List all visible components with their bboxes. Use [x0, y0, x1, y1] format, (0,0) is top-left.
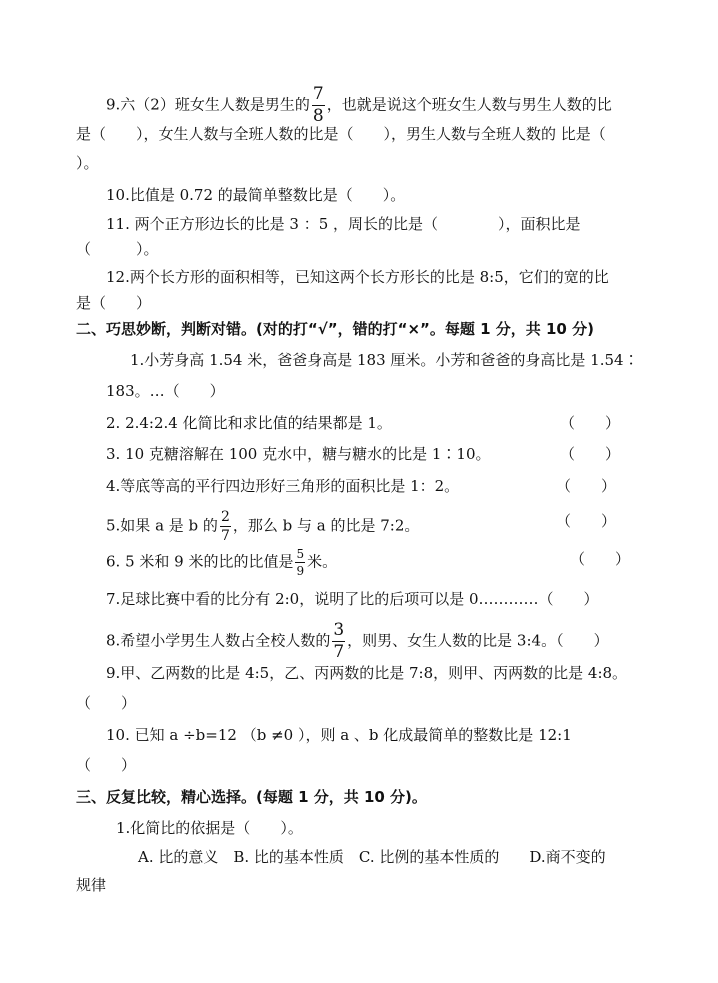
q10-line: 10.比值是 0.72 的最简单整数比是（ ）。: [106, 186, 406, 204]
choice-1-line: 1.化简比的依据是（ ）。: [116, 819, 303, 837]
q12-line-1: 12.两个长方形的面积相等，已知这两个长方形长的比是 8:5，它们的宽的比: [106, 268, 609, 286]
choice-1-options-cont: 规律: [76, 876, 107, 894]
judge-5-line: [106, 509, 420, 544]
q11-line-1: 11. 两个正方形边长的比是 3 ：5 ，周长的比是（ ），面积比是: [106, 215, 581, 233]
judge-1-line-2: 183。…（ ）: [106, 382, 225, 400]
section-3-heading: 三、反复比较，精心选择。(每题 1 分，共 10 分)。: [76, 788, 427, 806]
choice-1-options: A. 比的意义 B. 比的基本性质 C. 比例的基本性质的 D.商不变的: [138, 848, 606, 866]
judge-6-text-post: 米。: [307, 552, 338, 571]
q9-text-pre: 9.六（2）班女生人数是男生的: [106, 95, 310, 114]
judge-4-paren: （ ）: [556, 477, 617, 495]
judge-10-line-2: （ ）: [76, 756, 137, 774]
judge-8-text-pre: 8.希望小学男生人数占全校人数的: [106, 631, 331, 650]
judge-2-paren: （ ）: [560, 414, 621, 432]
judge-6-paren: （ ）: [570, 550, 631, 568]
judge-5-text-post: ，那么 b 与 a 的比是 7:2。: [232, 516, 420, 535]
judge-5-text-pre: 5.如果 a 是 b 的: [106, 516, 218, 535]
judge-6-text-pre: 6. 5 米和 9 米的比的比值是: [106, 552, 294, 571]
judge-2-line: 2. 2.4:2.4 化简比和求比值的结果都是 1。: [106, 414, 392, 432]
judge-8-line: [106, 620, 609, 662]
fraction-3-7: $\frac{3}{7}$: [333, 620, 345, 662]
judge-8-text-post: ，则男、女生人数的比是 3:4。（ ）: [347, 631, 609, 650]
judge-9-line-2: （ ）: [76, 694, 137, 712]
fraction-5-9: $\frac{5}{9}$: [296, 547, 305, 578]
section-2-heading: 二、巧思妙断，判断对错。(对的打“√”，错的打“×”。每题 1 分，共 10 分): [76, 320, 594, 338]
fraction-7-8: $\frac{7}{8}$: [312, 84, 324, 126]
q9-line-3: ）。: [76, 154, 99, 172]
judge-9-line-1: 9.甲、乙两数的比是 4:5，乙、丙两数的比是 7:8，则甲、丙两数的比是 4:8。: [106, 664, 628, 682]
judge-10-line-1: 10. 已知 a ÷b=12 （b ≠0 ），则 a 、b 化成最简单的整数比是 12:1: [106, 726, 572, 744]
q11-line-2: （ ）。: [76, 240, 159, 258]
q9-line-2: 是（ ），女生人数与全班人数的比是（ ），男生人数与全班人数的 比是（: [76, 125, 606, 143]
q9-line-1: [106, 84, 612, 126]
judge-6-line: [106, 547, 338, 578]
judge-3-paren: （ ）: [560, 445, 621, 463]
q9-text-post: ，也就是说这个班女生人数与男生人数的比: [326, 95, 612, 114]
judge-1-line-1: 1.小芳身高 1.54 米，爸爸身高是 183 厘米。小芳和爸爸的身高比是 1.54∶: [130, 351, 639, 369]
judge-5-paren: （ ）: [556, 512, 617, 530]
judge-4-line: 4.等底等高的平行四边形好三角形的面积比是 1：2。: [106, 477, 460, 495]
judge-3-line: 3. 10 克糖溶解在 100 克水中，糖与糖水的比是 1∶10。: [106, 445, 491, 463]
judge-7-line: 7.足球比赛中看的比分有 2:0，说明了比的后项可以是 0…………（ ）: [106, 590, 599, 608]
fraction-2-7: $\frac{2}{7}$: [220, 509, 230, 544]
q12-line-2: 是（ ）: [76, 294, 152, 312]
